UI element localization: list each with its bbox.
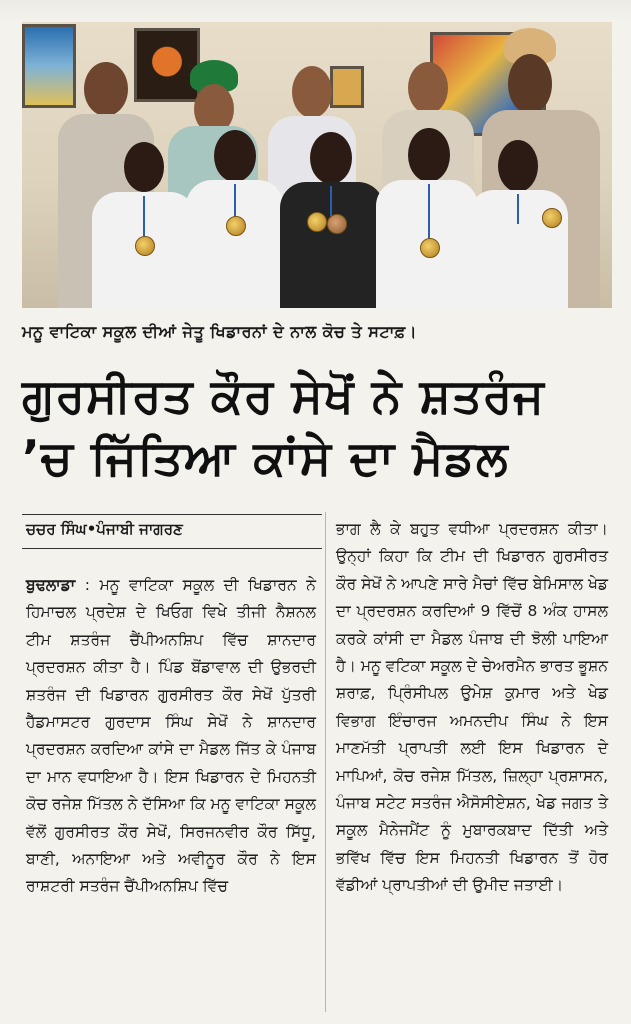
- article-text-col1: : ਮਨੂ ਵਾਟਿਕਾ ਸਕੂਲ ਦੀ ਖਿਡਾਰਨ ਨੇ ਹਿਮਾਚਲ ਪ੍ਰਦੇਸ਼ ਦੇ ਖਿਓਗ ਵਿਖੇ ਤੀਜੀ ਨੈਸ਼ਨਲ ਟੀਮ ਸ਼ਤਰੰਜ ਚੈਂਪੀਅਨਸ਼ਿਪ ਵਿੱਚ ਸ਼ਾਨਦਾਰ ਪ੍ਰਦਰਸ਼ਨ ਕੀਤਾ ਹੈ। ਪਿੰਡ ਬੋਂਡਾਵਾਲ ਦੀ ਉਭਰਦੀ ਸ਼ਤਰੰਜ ਦੀ ਖਿਡਾਰਨ ਗੁਰਸੀਰਤ ਕੌਰ ਸੇਖੋਂ ਪੁੱਤਰੀ ਹੈੱਡਮਾਸਟਰ ਗੁਰਦਾਸ ਸਿੰਘ ਸੇਖੋਂ ਨੇ ਸ਼ਾਨਦਾਰ ਪ੍ਰਦਰਸ਼ਨ ਕਰਦਿਆ ਕਾਂਸੇ ਦਾ ਮੈਡਲ ਜਿੱਤ ਕੇ ਪੰਜਾਬ ਦਾ ਮਾਨ ਵਧਾਇਆ ਹੈ। ਇਸ ਖਿਡਾਰਨ ਦੇ ਮਿਹਨਤੀ ਕੋਚ ਰਜੇਸ਼ ਮਿੱਤਲ ਨੇ ਦੱਸਿਆ ਕਿ ਮਨੂ ਵਾਟਿਕਾ ਸਕੂਲ ਵੱਲੋਂ ਗੁਰਸੀਰਤ ਕੌਰ ਸੇਖੋਂ, ਸਿਰਜਨਵੀਰ ਕੌਰ ਸਿੱਧੂ, ਬਾਣੀ, ਅਨਾਇਆ ਅਤੇ ਅਵੀਨੂਰ ਕੌਰ ਨੇ ਇਸ ਰਾਸ਼ਟਰੀ ਸਤਰੰਜ ਚੈਂਪੀਅਨਸ਼ਿਪ ਵਿੱਚ: [26, 576, 316, 896]
- wall-painting: [330, 66, 364, 108]
- group-photo: [22, 22, 612, 308]
- photo-caption: ਮਨੂ ਵਾਟਿਕਾ ਸਕੂਲ ਦੀਆਂ ਜੇਤੂ ਖਿਡਾਰਨਾਂ ਦੇ ਨਾਲ ਕੋਚ ਤੇ ਸਟਾਫ਼।: [22, 322, 418, 341]
- article-column-2: ਭਾਗ ਲੈ ਕੇ ਬਹੁਤ ਵਧੀਆ ਪ੍ਰਦਰਸ਼ਨ ਕੀਤਾ। ਉਨ੍ਹਾਂ ਕਿਹਾ ਕਿ ਟੀਮ ਦੀ ਖਿਡਾਰਨ ਗੁਰਸੀਰਤ ਕੌਰ ਸੇਖੋਂ ਨੇ ਆਪਣੇ ਸਾਰੇ ਮੈਚਾਂ ਵਿੱਚ ਬੇਮਿਸਾਲ ਖੇਡ ਦਾ ਪ੍ਰਦਰਸ਼ਨ ਕਰਦਿਆਂ 9 ਵਿੱਚੋਂ 8 ਅੰਕ ਹਾਸਲ ਕਰਕੇ ਕਾਂਸੀ ਦਾ ਮੈਡਲ ਪੰਜਾਬ ਦੀ ਝੋਲੀ ਪਾਇਆ ਹੈ। ਮਨੂ ਵਟਿਕਾ ਸਕੂਲ ਦੇ ਚੇਅਰਮੈਨ ਭਾਰਤ ਭੂਸ਼ਨ ਸ਼ਰਾਫ਼, ਪ੍ਰਿੰਸੀਪਲ ਉਮੇਸ਼ ਕੁਮਾਰ ਅਤੇ ਖੇਡ ਵਿਭਾਗ ਇੰਚਾਰਜ ਅਮਨਦੀਪ ਸਿੰਘ ਨੇ ਇਸ ਮਾਣਮੱਤੀ ਪ੍ਰਾਪਤੀ ਲਈ ਇਸ ਖਿਡਾਰਨ ਦੇ ਮਾਪਿਆਂ, ਕੋਚ ਰਜੇਸ਼ ਮਿੱਤਲ, ਜ਼ਿਲ੍ਹਾ ਪ੍ਰਸ਼ਾਸਨ, ਪੰਜਾਬ ਸਟੇਟ ਸਤਰੰਜ ਐਸੋਸੀਏਸ਼ਨ, ਖੇਡ ਜਗਤ ਤੇ ਸਕੂਲ ਮੈਨੇਜਮੈਂਟ ਨੂੰ ਮੁਬਾਰਕਬਾਦ ਦਿੱਤੀ ਅਤੇ ਭਵਿੱਖ ਵਿੱਚ ਇਸ ਮਿਹਨਤੀ ਖਿਡਾਰਨ ਤੋਂ ਹੋਰ ਵੱਡੀਆਂ ਪ੍ਰਾਪਤੀਆਂ ਦੀ ਉਮੀਦ ਜਤਾਈ।: [336, 520, 608, 895]
- column-divider: [325, 512, 326, 1012]
- headline-line-1: ਗੁਰਸੀਰਤ ਕੌਰ ਸੇਖੋਂ ਨੇ ਸ਼ਤਰੰਜ: [22, 369, 545, 424]
- dateline: ਬੁਢਲਾਡਾ: [26, 576, 76, 594]
- wall-painting: [134, 28, 200, 102]
- byline-rule-bottom: [22, 548, 322, 549]
- article-column-1: [26, 572, 316, 901]
- article-headline: [22, 366, 612, 490]
- headline-line-2: ’ਚ ਜਿੱਤਿਆ ਕਾਂਸੇ ਦਾ ਮੈਡਲ: [22, 431, 509, 486]
- previous-article-strip: [0, 0, 631, 22]
- byline: ਚਚਰ ਸਿੰਘ•ਪੰਜਾਬੀ ਜਾਗਰਣ: [26, 520, 183, 538]
- byline-rule-top: [22, 514, 322, 515]
- wall-painting: [22, 24, 76, 108]
